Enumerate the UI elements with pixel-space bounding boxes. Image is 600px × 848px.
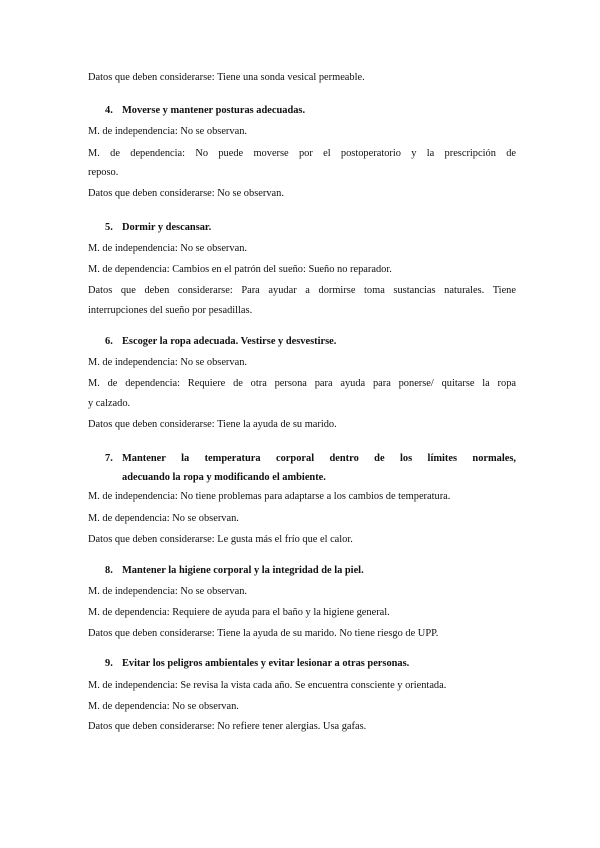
section-title: Moverse y mantener posturas adecuadas. [122,105,306,116]
section-title: Dormir y descansar. [122,222,212,233]
section-6-dependencia-l2: y calzado. [88,398,131,409]
section-title: Mantener la higiene corporal y la integridad de la piel. [122,565,364,576]
section-number: 9. [105,658,113,669]
section-6-dependencia-l1: M. de dependencia: Requiere de otra persona para ayuda para ponerse/ quitarse la ropa [88,378,516,389]
section-title: Mantener la temperatura corporal dentro de los límites normales, [122,453,516,464]
section-title: Escoger la ropa adecuada. Vestirse y desvestirse. [122,336,337,347]
section-7-heading [105,449,516,487]
section-number: 7. [105,453,113,464]
section-number: 8. [105,565,113,576]
section-9-datos: Datos que deben considerarse: No refiere tener alergias. Usa gafas. [88,721,367,732]
section-7-dependencia: M. de dependencia: No se observan. [88,513,239,524]
intro-datos: Datos que deben considerarse: Tiene una sonda vesical permeable. [88,72,365,83]
section-number: 5. [105,222,113,233]
section-8-independencia: M. de independencia: No se observan. [88,586,247,597]
section-4-dependencia-l1: M. de dependencia: No puede moverse por el postoperatorio y la prescripción de [88,148,516,159]
section-9-dependencia: M. de dependencia: No se observan. [88,701,239,712]
section-title-line-2: adecuando la ropa y modificando el ambiente. [122,472,326,483]
section-title-line-1 [105,449,516,468]
section-6-independencia: M. de independencia: No se observan. [88,357,247,368]
section-9-independencia: M. de independencia: Se revisa la vista cada año. Se encuentra consciente y orientada. [88,680,447,691]
section-title: Evitar los peligros ambientales y evitar lesionar a otras personas. [122,658,410,669]
section-8-dependencia: M. de dependencia: Requiere de ayuda para el baño y la higiene general. [88,607,390,618]
section-7-datos: Datos que deben considerarse: Le gusta más el frío que el calor. [88,534,353,545]
section-8-datos: Datos que deben considerarse: Tiene la ayuda de su marido. No tiene riesgo de UPP. [88,628,439,639]
section-5-independencia: M. de independencia: No se observan. [88,243,247,254]
section-number: 6. [105,336,113,347]
section-5-datos-l1: Datos que deben considerarse: Para ayudar a dormirse toma sustancias naturales. Tiene [88,285,516,296]
section-4-datos: Datos que deben considerarse: No se observan. [88,188,284,199]
section-number: 4. [105,105,113,116]
section-7-independencia: M. de independencia: No tiene problemas para adaptarse a los cambios de temperatura. [88,491,451,502]
section-6-datos: Datos que deben considerarse: Tiene la ayuda de su marido. [88,419,337,430]
section-5-datos-l2: interrupciones del sueño por pesadillas. [88,305,253,316]
section-4-independencia: M. de independencia: No se observan. [88,126,247,137]
section-5-dependencia: M. de dependencia: Cambios en el patrón del sueño: Sueño no reparador. [88,264,392,275]
section-4-dependencia-l2: reposo. [88,167,119,178]
